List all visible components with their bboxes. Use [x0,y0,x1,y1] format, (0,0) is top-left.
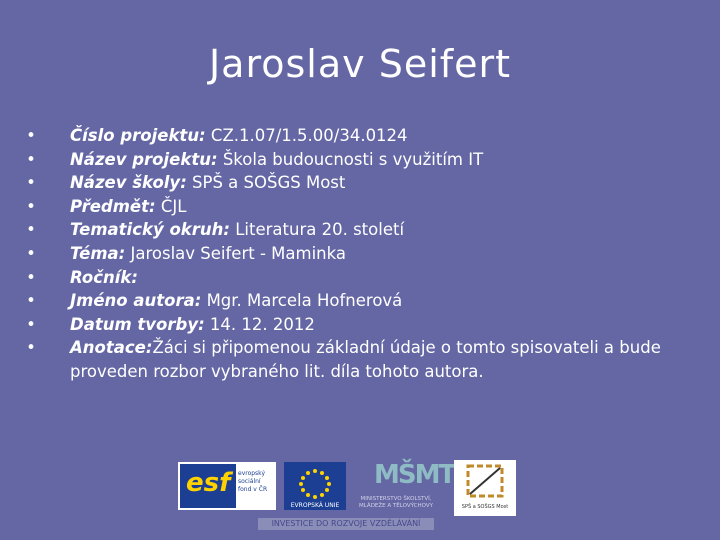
item-value: ČJL [155,196,187,216]
item-value: SPŠ a SOŠGS Most [186,173,346,193]
list-item [26,313,706,337]
eu-stars-icon [292,466,338,502]
bullet-icon: • [26,173,36,193]
list-item [26,171,706,195]
item-label: Název školy: [70,173,187,193]
school-emblem-icon [454,460,516,504]
bullet-icon: • [26,291,36,311]
esf-logo-side-text: evropský sociální fond v ČR [238,470,268,493]
school-logo [454,460,516,516]
item-label: Ročník: [70,267,138,287]
item-label: Datum tvorby: [70,314,205,334]
item-label: Jméno autora: [70,291,202,311]
item-label: Tematický okruh: [70,220,230,240]
msmt-logo-caption: MINISTERSTVO ŠKOLSTVÍ, MLÁDEŽE A TĚLOVÝCHOVY [359,496,433,509]
item-value: Škola budoucnosti s využitím IT [217,149,484,169]
list-item [26,242,706,266]
list-item [26,195,706,219]
bullet-icon: • [26,338,36,358]
eu-logo-caption: EVROPSKÁ UNIE [284,502,346,509]
item-value: 14. 12. 2012 [204,314,315,334]
bullet-icon: • [26,314,36,334]
eu-flag-logo [284,462,346,510]
list-item [26,148,706,172]
msmt-logo [354,460,455,512]
msmt-logo-mark: MŠMT [374,460,455,490]
item-value: Mgr. Marcela Hofnerová [201,291,403,311]
list-item [26,124,706,148]
item-value: Žáci si připomenou základní údaje o tomto spisovateli a bude proveden rozbor vybraného lit. díla tohoto autora. [70,338,661,381]
list-item [26,266,706,290]
item-value: CZ.1.07/1.5.00/34.0124 [205,126,408,145]
list-item [26,218,706,242]
item-label: Název projektu: [70,149,218,169]
item-label: Předmět: [70,196,156,216]
bullet-icon: • [26,126,36,145]
list-item [26,289,706,313]
item-label: Téma: [70,243,126,263]
slide-title: Jaroslav Seifert [208,42,512,86]
esf-logo-text: esf [186,468,231,498]
bullet-icon: • [26,243,36,263]
list-item [26,336,706,383]
item-value: Jaroslav Seifert - Maminka [125,243,346,263]
item-label: Číslo projektu: [70,126,206,145]
item-value: Literatura 20. století [229,220,405,240]
esf-logo [178,462,276,510]
footer-slogan: INVESTICE DO ROZVOJE VZDĚLÁVÁNÍ [258,518,434,530]
project-info-list [26,124,706,384]
logo-strip [176,460,520,532]
item-label: Anotace: [70,338,153,358]
bullet-icon: • [26,196,36,216]
bullet-icon: • [26,267,36,287]
bullet-icon: • [26,149,36,169]
bullet-icon: • [26,220,36,240]
school-logo-caption: SPŠ a SOŠGS Most [461,504,509,510]
